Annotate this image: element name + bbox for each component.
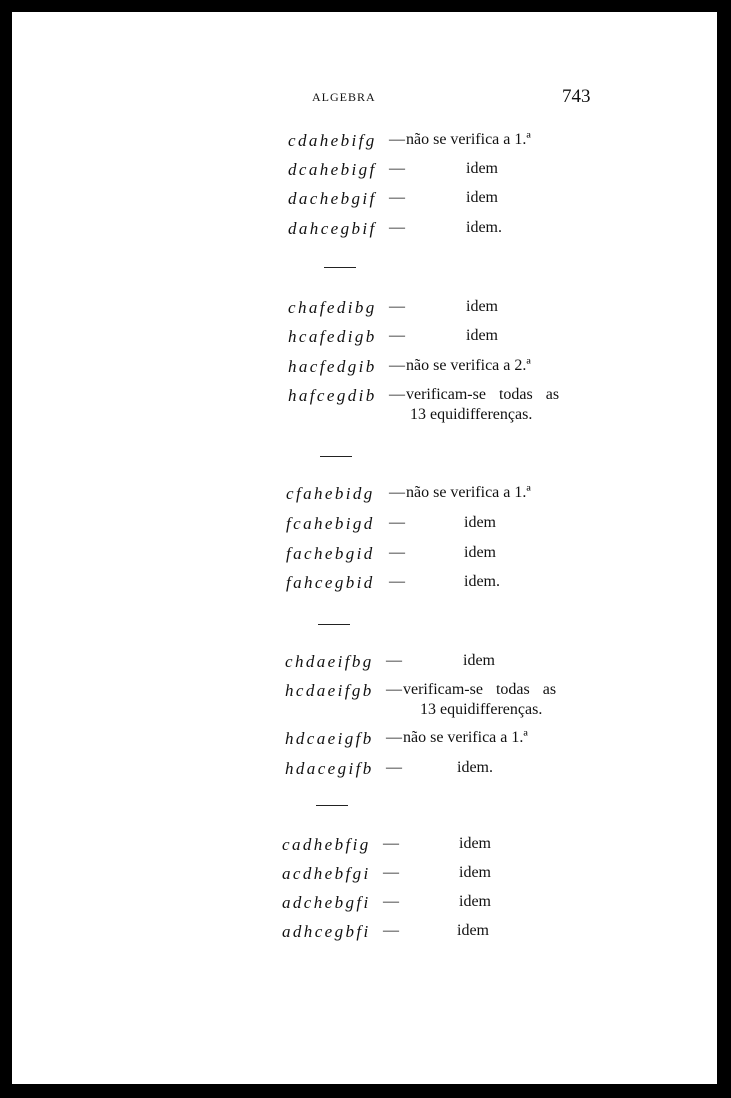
comment: idem. — [457, 759, 493, 776]
comment: idem — [466, 327, 498, 344]
permutation: hdcaeigfb — [285, 729, 374, 748]
page-number: 743 — [562, 86, 591, 107]
permutation: hafcegdib — [288, 386, 377, 405]
comment: não se verifica a 1.ª — [406, 484, 531, 501]
permutation: cdahebifg — [288, 131, 377, 150]
comment-continuation: 13 equidifferenças. — [420, 701, 543, 718]
dash: — — [389, 514, 405, 531]
permutation: hcdaeifgb — [285, 681, 374, 700]
permutation: hacfedgib — [288, 357, 377, 376]
dash: — — [386, 652, 402, 669]
comment: idem — [459, 893, 491, 910]
permutation: cadhebfig — [282, 835, 371, 854]
permutation: chdaeifbg — [285, 652, 374, 671]
dash: — — [389, 327, 405, 344]
permutation: fahcegbid — [286, 573, 375, 592]
section-rule — [324, 267, 356, 268]
comment: não se verifica a 1.ª — [403, 729, 528, 746]
comment: idem — [459, 835, 491, 852]
book-page — [12, 12, 717, 1084]
dash: — — [383, 835, 399, 852]
dash: — — [389, 357, 405, 374]
dash: — — [383, 893, 399, 910]
dash: — — [389, 386, 405, 403]
comment: não se verifica a 2.ª — [406, 357, 531, 374]
dash: — — [383, 922, 399, 939]
comment: idem — [457, 922, 489, 939]
dash: — — [389, 298, 405, 315]
permutation: acdhebfgi — [282, 864, 371, 883]
section-rule — [318, 624, 350, 625]
comment: verificam-se todas as — [406, 386, 560, 403]
permutation: fachebgid — [286, 544, 375, 563]
dash: — — [389, 573, 405, 590]
dash: — — [386, 729, 402, 746]
dash: — — [389, 189, 405, 206]
permutation: dachebgif — [288, 189, 377, 208]
comment: idem. — [464, 573, 500, 590]
dash: — — [386, 759, 402, 776]
running-head: ALGEBRA — [312, 90, 376, 104]
dash: — — [389, 219, 405, 236]
comment: idem — [459, 864, 491, 881]
comment: idem — [466, 189, 498, 206]
dash: — — [389, 484, 405, 501]
permutation: adhcegbfi — [282, 922, 371, 941]
permutation: adchebgfi — [282, 893, 371, 912]
section-rule — [316, 805, 348, 806]
comment: idem — [464, 544, 496, 561]
permutation: cfahebidg — [286, 484, 375, 503]
permutation: dahcegbif — [288, 219, 377, 238]
permutation: hcafedigb — [288, 327, 377, 346]
dash: — — [386, 681, 402, 698]
comment: idem. — [466, 219, 502, 236]
comment: verificam-se todas as — [403, 681, 557, 698]
section-rule — [320, 456, 352, 457]
comment: não se verifica a 1.ª — [406, 131, 531, 148]
comment: idem — [463, 652, 495, 669]
comment: idem — [464, 514, 496, 531]
permutation: dcahebigf — [288, 160, 377, 179]
dash: — — [389, 160, 405, 177]
dash: — — [389, 131, 405, 148]
dash: — — [383, 864, 399, 881]
comment-continuation: 13 equidifferenças. — [410, 406, 533, 423]
dash: — — [389, 544, 405, 561]
comment: idem — [466, 298, 498, 315]
permutation: fcahebigd — [286, 514, 375, 533]
permutation: chafedibg — [288, 298, 377, 317]
comment: idem — [466, 160, 498, 177]
permutation: hdacegifb — [285, 759, 374, 778]
